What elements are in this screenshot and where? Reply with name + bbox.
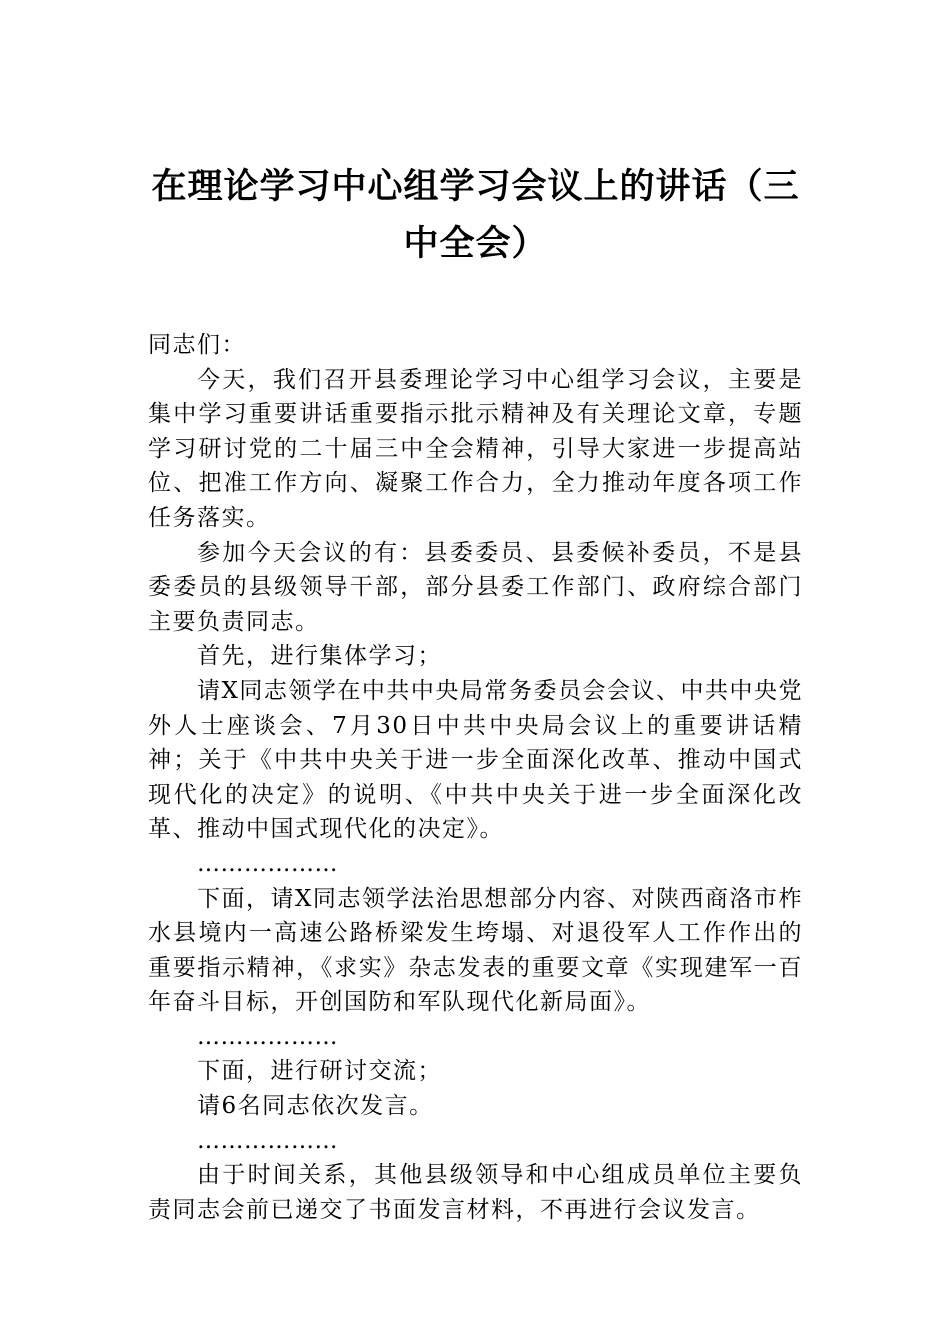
- paragraph-opening: 今天，我们召开县委理论学习中心组学习会议，主要是集中学习重要讲话重要指示批示精神及有关理论文章，专题学习研讨党的二十届三中全会精神，引导大家进一步提高站位、把准工作方向、凝聚工作合力，全力推动年度各项工作任务落实。: [148, 366, 803, 531]
- ellipsis-separator: ………………: [197, 1023, 338, 1050]
- paragraph-study-item-1: 请X同志领学在中共中央局常务委员会会议、中共中央党外人士座谈会、7月30日中共中央局会议上的重要讲话精神；关于《中共中央关于进一步全面深化改革、推动中国式现代化的决定》的说明、《中共中央关于进一步全面深化改革、推动中国式现代化的决定》。: [148, 677, 803, 843]
- ellipsis-separator: ………………: [197, 1127, 338, 1154]
- paragraph-speakers: 请6名同志依次发言。: [197, 1093, 434, 1120]
- salutation: 同志们：: [148, 332, 246, 358]
- paragraph-closing-note: 由于时间关系，其他县级领导和中心组成员单位主要负责同志会前已递交了书面发言材料，不再进行会议发言。: [148, 1162, 803, 1223]
- document-body: [148, 328, 803, 1227]
- paragraph-study-item-2: 下面，请X同志领学法治思想部分内容、对陕西商洛市柞水县境内一高速公路桥梁发生垮塌、对退役军人工作作出的重要指示精神，《求实》杂志发表的重要文章《实现建军一百年奋斗目标，开创国防和军队现代化新局面》。: [148, 885, 803, 1016]
- paragraph-discussion: 下面，进行研讨交流；: [197, 1058, 442, 1085]
- ellipsis-separator: ………………: [197, 850, 338, 877]
- document-title: 在理论学习中心组学习会议上的讲话（三中全会）: [151, 166, 800, 264]
- paragraph-attendees: 参加今天会议的有：县委委员、县委候补委员，不是县委委员的县级领导干部，部分县委工作部门、政府综合部门主要负责同志。: [148, 539, 803, 635]
- paragraph-collective-study: 首先，进行集体学习；: [197, 643, 442, 670]
